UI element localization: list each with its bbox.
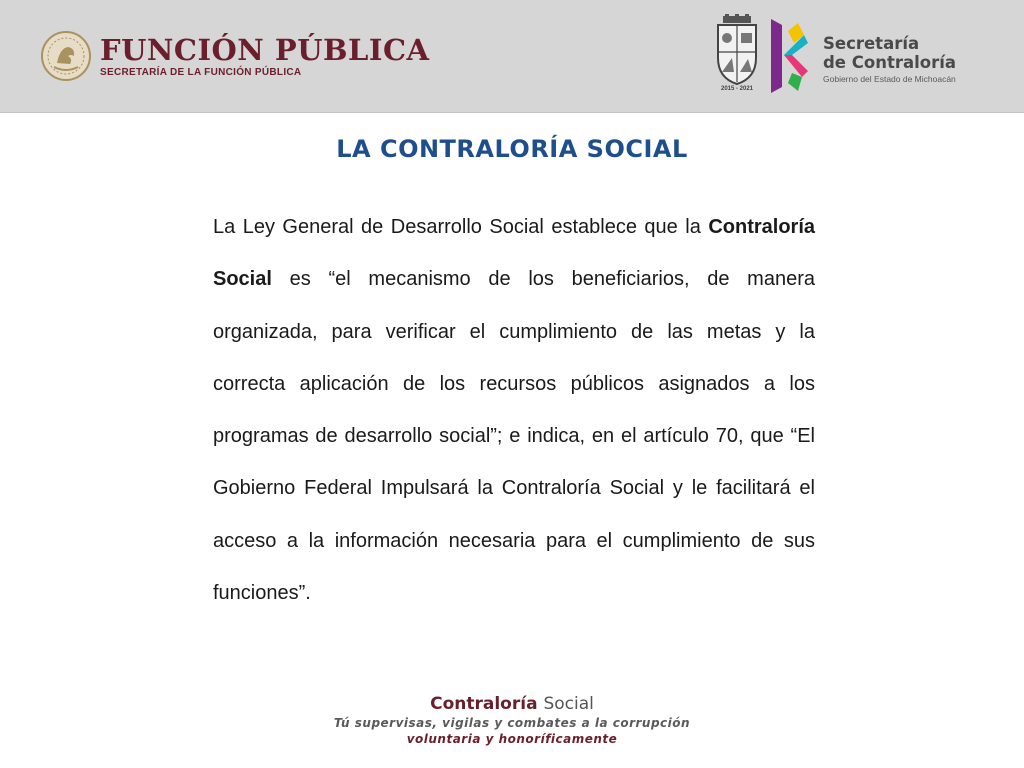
footer-title-social: Social bbox=[543, 694, 594, 714]
page-title: LA CONTRALORÍA SOCIAL bbox=[336, 135, 688, 163]
body-paragraph bbox=[213, 201, 815, 619]
gobierno-line: Gobierno del Estado de Michoacán bbox=[823, 74, 956, 84]
funcion-publica-title: FUNCIÓN PÚBLICA bbox=[100, 33, 430, 67]
secretaria-contraloria-mark-icon bbox=[768, 15, 808, 95]
funcion-publica-subtitle: SECRETARÍA DE LA FUNCIÓN PÚBLICA bbox=[100, 67, 302, 78]
footer-title-contraloria: Contraloría bbox=[430, 694, 538, 714]
secretaria-contraloria-text bbox=[823, 34, 956, 84]
paragraph-part-1: La Ley General de Desarrollo Social establece que la bbox=[213, 216, 709, 238]
mexico-seal-icon bbox=[40, 30, 92, 82]
shield-years: 2015 - 2021 bbox=[720, 86, 754, 92]
paragraph-bold-term: Contraloría Social bbox=[213, 216, 815, 291]
funcion-publica-logo bbox=[40, 30, 430, 82]
footer-slogan-line-1: Tú supervisas, vigilas y combates a la corrupción bbox=[333, 716, 691, 730]
footer bbox=[0, 693, 1024, 747]
header-banner bbox=[0, 0, 1024, 113]
secretaria-line: Secretaría bbox=[823, 34, 920, 53]
footer-title bbox=[0, 693, 1024, 715]
contraloria-line: de Contraloría bbox=[823, 53, 957, 72]
footer-slogan-line-2: voluntaria y honoríficamente bbox=[406, 732, 618, 746]
paragraph-part-2: es “el mecanismo de los beneficiarios, de manera organizada, para verificar el cumplimiento de las metas y la correcta aplicación de los recursos públicos asignados a los programas de desarrollo social”; e indica, en el artículo 70, que “El Gobierno Federal Impulsará la Contraloría Social y le facilitará el acceso a la información necesaria para el cumplimiento de sus funciones”. bbox=[213, 268, 815, 605]
